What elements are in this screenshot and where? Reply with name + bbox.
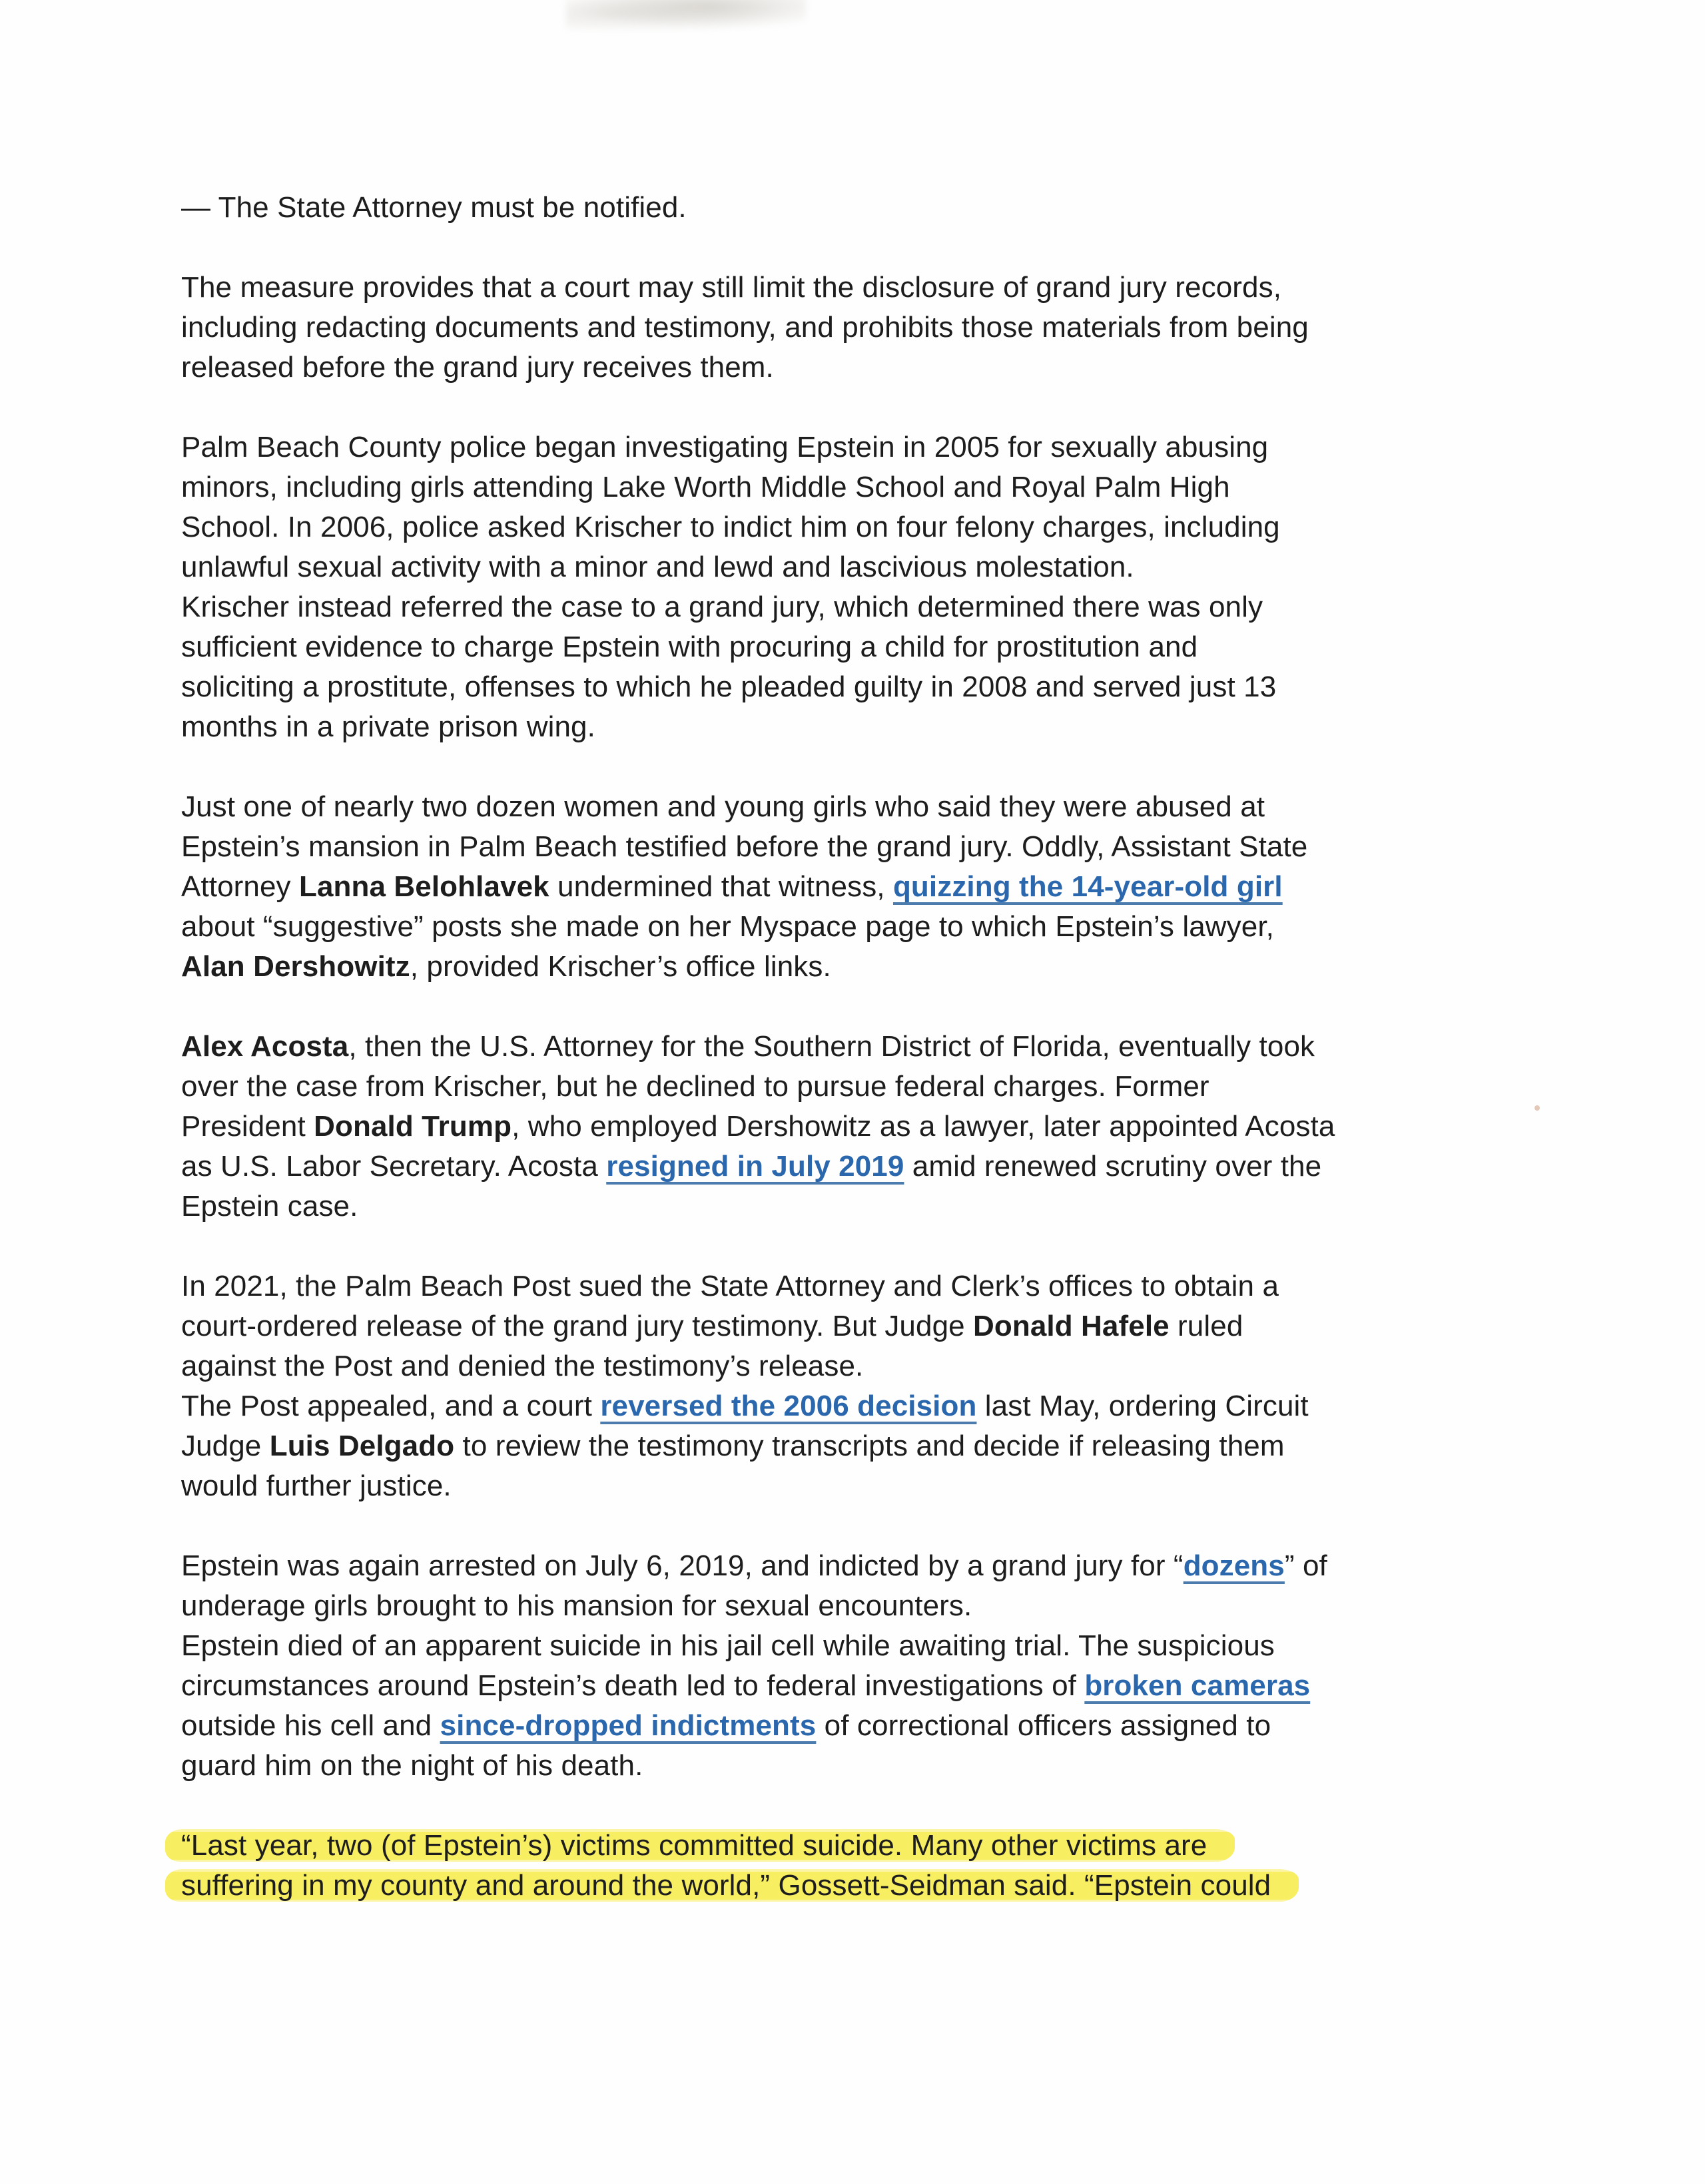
- text-line: [181, 308, 1520, 348]
- text-run: , then the U.S. Attorney for the Southern District of Florida, eventually took: [348, 1030, 1315, 1063]
- text-line: [181, 1746, 1520, 1786]
- text-run: would further justice.: [181, 1470, 452, 1502]
- paragraph-8: [181, 1826, 1520, 1906]
- text-line: [181, 188, 1520, 228]
- link-resigned-in-july-2019[interactable]: resigned in July 2019: [606, 1150, 904, 1183]
- text-line: [181, 707, 1520, 747]
- text-run: last May, ordering Circuit: [976, 1390, 1309, 1422]
- text-run: undermined that witness,: [549, 870, 893, 903]
- text-line: [181, 1107, 1520, 1147]
- text-line: [181, 1187, 1520, 1227]
- text-run: months in a private prison wing.: [181, 710, 595, 743]
- text-line: [181, 907, 1520, 947]
- link-dozens[interactable]: dozens: [1183, 1549, 1285, 1582]
- text-run: School. In 2006, police asked Krischer to indict him on four felony charges, including: [181, 511, 1280, 543]
- text-line: [181, 1386, 1520, 1426]
- text-line: [181, 1706, 1520, 1746]
- highlighted-text: “Last year, two (of Epstein’s) victims committed suicide. Many other victims are: [165, 1829, 1235, 1862]
- text-line: [181, 947, 1520, 987]
- text-line: [181, 1067, 1520, 1107]
- text-run: released before the grand jury receives them.: [181, 351, 774, 384]
- text-run: In 2021, the Palm Beach Post sued the State Attorney and Clerk’s offices to obtain a: [181, 1270, 1279, 1302]
- link-broken-cameras[interactable]: broken cameras: [1084, 1669, 1311, 1702]
- text-run: Krischer instead referred the case to a grand jury, which determined there was only: [181, 591, 1263, 623]
- text-run: court-ordered release of the grand jury testimony. But Judge: [181, 1310, 974, 1342]
- text-run: Just one of nearly two dozen women and young girls who said they were abused at: [181, 790, 1265, 823]
- text-run: President: [181, 1110, 314, 1143]
- text-run: sufficient evidence to charge Epstein with procuring a child for prostitution and: [181, 631, 1198, 663]
- text-line: [181, 1546, 1520, 1586]
- text-run: Attorney: [181, 870, 299, 903]
- text-line: [181, 427, 1520, 467]
- text-line: [181, 1586, 1520, 1626]
- article-body: [181, 188, 1520, 1946]
- text-run: outside his cell and: [181, 1709, 440, 1742]
- text-run: The measure provides that a court may still limit the disclosure of grand jury records,: [181, 271, 1282, 304]
- paragraph-7: [181, 1546, 1520, 1786]
- text-line: [181, 667, 1520, 707]
- text-run: , who employed Dershowitz as a lawyer, later appointed Acosta: [512, 1110, 1335, 1143]
- text-line: [181, 1466, 1520, 1506]
- text-run: of correctional officers assigned to: [816, 1709, 1271, 1742]
- text-line: [181, 507, 1520, 547]
- bold-name-donald-trump: Donald Trump: [314, 1110, 512, 1143]
- text-run: The Post appealed, and a court: [181, 1390, 601, 1422]
- paragraph-4: [181, 787, 1520, 987]
- text-run: Epstein died of an apparent suicide in his jail cell while awaiting trial. The suspicious: [181, 1629, 1275, 1662]
- text-run: circumstances around Epstein’s death led to federal investigations of: [181, 1669, 1085, 1702]
- text-run: underage girls brought to his mansion for sexual encounters.: [181, 1589, 972, 1622]
- bold-name-donald-hafele: Donald Hafele: [973, 1310, 1170, 1342]
- text-line: [181, 1626, 1520, 1666]
- text-run: about “suggestive” posts she made on her Myspace page to which Epstein’s lawyer,: [181, 910, 1274, 943]
- text-line: [181, 587, 1520, 627]
- text-run: Palm Beach County police began investigating Epstein in 2005 for sexually abusing: [181, 431, 1269, 463]
- text-line: [181, 268, 1520, 308]
- text-line: [181, 1666, 1520, 1706]
- text-run: ruled: [1169, 1310, 1243, 1342]
- paragraph-1: [181, 188, 1520, 228]
- bold-name-luis-delgado: Luis Delgado: [269, 1430, 455, 1462]
- text-line: [181, 627, 1520, 667]
- text-run: Epstein’s mansion in Palm Beach testified before the grand jury. Oddly, Assistant State: [181, 830, 1308, 863]
- text-run: Judge: [181, 1430, 270, 1462]
- text-run: Epstein was again arrested on July 6, 2019, and indicted by a grand jury for “: [181, 1549, 1184, 1582]
- bold-name-alan-dershowitz: Alan Dershowitz: [181, 950, 410, 983]
- paragraph-6: [181, 1266, 1520, 1506]
- link-quizzing-the-14-year-old-girl[interactable]: quizzing the 14-year-old girl: [892, 870, 1283, 903]
- bold-name-alex-acosta: Alex Acosta: [181, 1030, 349, 1063]
- highlighted-text: suffering in my county and around the world,” Gossett-Seidman said. “Epstein could: [165, 1869, 1299, 1902]
- text-line: [181, 547, 1520, 587]
- text-run: over the case from Krischer, but he declined to pursue federal charges. Former: [181, 1070, 1209, 1103]
- paragraph-3: [181, 427, 1520, 747]
- text-line: [181, 1346, 1520, 1386]
- link-since-dropped-indictments[interactable]: since-dropped indictments: [440, 1709, 817, 1742]
- text-line: [181, 1266, 1520, 1306]
- text-line: [181, 1426, 1520, 1466]
- paragraph-5: [181, 1027, 1520, 1227]
- text-run: including redacting documents and testimony, and prohibits those materials from being: [181, 311, 1309, 344]
- text-line: [181, 867, 1520, 907]
- link-reversed-the-2006-decision[interactable]: reversed the 2006 decision: [600, 1390, 977, 1422]
- bold-name-lanna-belohlavek: Lanna Belohlavek: [299, 870, 549, 903]
- text-run: Epstein case.: [181, 1190, 358, 1223]
- scan-dot-artifact: [1534, 1105, 1540, 1111]
- paragraph-2: [181, 268, 1520, 388]
- text-line: [181, 787, 1520, 827]
- text-run: , provided Krischer’s office links.: [410, 950, 831, 983]
- text-run: ” of: [1284, 1549, 1327, 1582]
- text-line: [181, 1147, 1520, 1187]
- text-run: to review the testimony transcripts and decide if releasing them: [454, 1430, 1285, 1462]
- text-line: [181, 1027, 1520, 1067]
- text-run: against the Post and denied the testimony’s release.: [181, 1350, 864, 1382]
- text-line: [181, 827, 1520, 867]
- text-run: guard him on the night of his death.: [181, 1749, 643, 1782]
- text-run: minors, including girls attending Lake Worth Middle School and Royal Palm High: [181, 471, 1230, 503]
- text-line: [181, 1306, 1520, 1346]
- text-run: amid renewed scrutiny over the: [904, 1150, 1322, 1183]
- text-line: [181, 467, 1520, 507]
- text-line: [181, 1866, 1520, 1906]
- text-run: as U.S. Labor Secretary. Acosta: [181, 1150, 607, 1183]
- text-line: [181, 348, 1520, 388]
- scan-smudge-artifact: [566, 0, 806, 29]
- text-line: [181, 1826, 1520, 1866]
- text-run: — The State Attorney must be notified.: [181, 191, 687, 224]
- text-run: unlawful sexual activity with a minor and lewd and lascivious molestation.: [181, 551, 1134, 583]
- text-run: soliciting a prostitute, offenses to which he pleaded guilty in 2008 and served just 13: [181, 671, 1277, 703]
